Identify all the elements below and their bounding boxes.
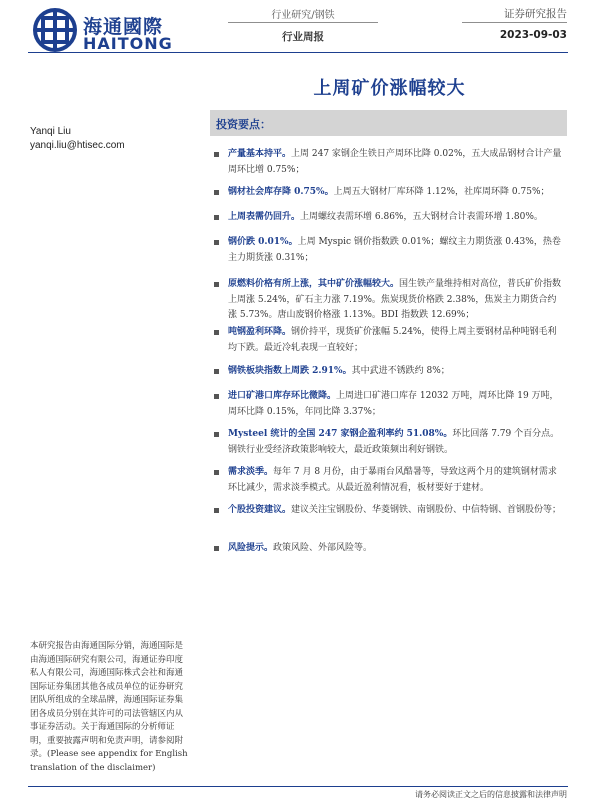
bullet-icon [214,190,219,195]
header-rule [28,52,568,53]
key-point-text: 上周螺纹表需环增 6.86%，五大钢材合计表需环增 1.80%。 [300,212,543,222]
key-point-lead: 钢材社会库存降 0.75%。 [228,187,334,197]
header-divider [228,22,378,23]
key-point-item [212,210,564,226]
key-point-item [212,541,564,557]
analyst-info [30,125,125,153]
key-point-item [212,147,564,178]
key-point-lead: 风险提示。 [228,543,274,553]
bullet-icon [214,508,219,513]
key-point-lead: 需求淡季。 [228,467,274,477]
analyst-name: Yanqi Liu [30,126,71,137]
key-point-lead: 上周表需仍回升。 [228,212,301,222]
key-points-title: 投资要点： [216,118,271,131]
key-point-text: 上周五大钢材厂库环降 1.12%，社库周环降 0.75%； [333,187,550,197]
bullet-icon [214,432,219,437]
key-point-text: 环比回落 7.79 个百分点。钢铁行业受经济政策影响较大，最近政策频出利好钢铁。 [228,429,560,455]
key-point-text: 钢价持平，现货矿价涨幅 5.24%，使得上周主要钢材品种吨钢毛利均下跌。最近冷轧表现一直较好； [228,327,557,353]
key-point-lead: 进口矿港口库存环比微降。 [228,391,337,401]
report-section: 行业研究/钢铁 [271,10,335,21]
footer-rule [28,786,568,787]
key-point-item [212,235,564,266]
key-point-lead: 原燃料价格有所上涨，其中矿价涨幅较大。 [228,279,400,289]
key-point-item [212,277,564,324]
page-title: 上周矿价涨幅较大 [313,78,466,99]
bullet-icon [214,152,219,157]
company-logo [33,8,183,54]
key-point-text: 上周 247 家钢企生铁日产周环比降 0.02%，五大成品钢材合计产量周环比增 0.75%； [228,149,562,175]
key-point-text: 政策风险、外部风险等。 [273,543,373,553]
header-divider [462,22,567,23]
key-point-lead: 钢价跌 0.01%。 [228,237,298,247]
logo-name-en: HAITONG [83,34,173,53]
key-point-lead: 钢铁板块指数上周跌 2.91%。 [228,366,352,376]
key-point-text: 每年 7 月 8 月份，由于暴雨台风酷暑等，导致这两个月的建筑钢材需求环比减少，需求淡季模式。从最近盈利情况看，板材要好于建材。 [228,467,557,493]
bullet-icon [214,240,219,245]
disclaimer-text: 本研究报告由海通国际分销，海通国际是由海通国际研究有限公司，海通证券印度私人有限公司，海通国际株式会社和海通国际证券集团其他各成员单位的证券研究团队所组成的全球品牌，海通国际证券集团各成员分别在其许可的司法管辖区内从事证券活动。关于海通国际的分析师证明，重要披露声明和免责声明，请参阅附录。(Please see appendix for English translation of the disclaimer) [30,641,188,773]
key-points-header [210,110,567,136]
bullet-icon [214,215,219,220]
key-point-lead: 吨钢盈利环降。 [228,327,292,337]
report-date: 2023-09-03 [499,29,567,41]
key-point-item [212,389,564,420]
key-point-text: 其中武进不锈跌约 8%； [351,366,450,376]
report-label: 证券研究报告 [504,8,567,20]
key-point-item [212,364,564,380]
key-point-lead: 个股投资建议。 [228,505,292,515]
key-point-text: 上周进口矿港口库存 12032 万吨，周环比降 19 万吨，周环比降 0.15%，年同比降 3.37%； [228,391,559,417]
key-point-text: 上周 Myspic 钢价指数跌 0.01%；螺纹主力期货涨 0.43%，热卷主力期货涨 0.31%； [228,237,561,263]
bullet-icon [214,330,219,335]
bullet-icon [214,470,219,475]
bullet-icon [214,282,219,287]
bullet-icon [214,369,219,374]
logo-name-cn: 海通國際 [83,16,164,38]
key-point-lead: Mysteel 统计的全国 247 家钢企盈利率约 51.08%。 [228,429,453,439]
bullet-icon [214,394,219,399]
key-point-item [212,503,564,519]
key-point-item [212,185,564,201]
key-point-item [212,465,564,496]
key-point-lead: 产量基本持平。 [228,149,292,159]
footer-notice: 请务必阅读正文之后的信息披露和法律声明 [415,790,567,799]
bullet-icon [214,546,219,551]
haitong-logo-icon [33,8,77,52]
analyst-email[interactable]: yanqi.liu@htisec.com [30,140,125,151]
key-point-text: 建议关注宝钢股份、华菱钢铁、南钢股份、中信特钢、首钢股份等； [291,505,562,515]
report-type: 行业周报 [282,31,324,43]
key-point-item [212,325,564,356]
key-point-text: 国生铁产量维持相对高位，普氏矿价指数上周涨 5.24%，矿石主力涨 7.19%。焦炭现货价格跌 2.38%，焦炭主力期货合约涨 5.73%。唐山废钢价格涨 1.13%。BDI 指数跌 12.69%； [228,279,562,320]
key-point-item [212,427,564,458]
